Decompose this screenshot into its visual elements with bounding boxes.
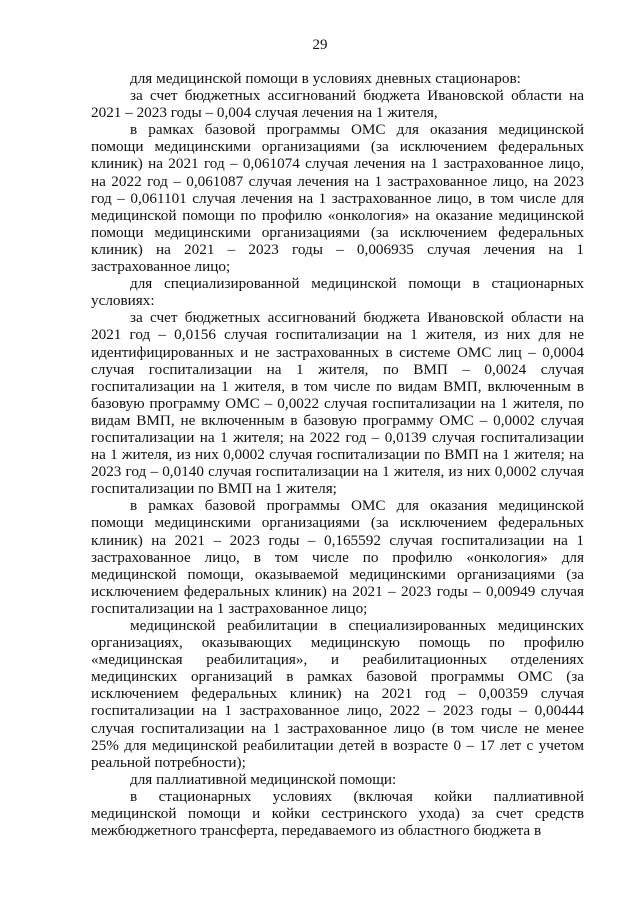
paragraph-day-hospital-regional-budget: за счет бюджетных ассигнований бюджета Ивановской области на 2021 – 2023 годы – 0,004 случая лечения на 1 жителя, xyxy=(91,87,584,122)
paragraph-specialized-care-heading: для специализированной медицинской помощи в стационарных условиях: xyxy=(91,275,584,310)
page-number: 29 xyxy=(312,37,328,53)
paragraph-palliative-care-heading: для паллиативной медицинской помощи: xyxy=(130,770,397,788)
document-body xyxy=(91,70,584,839)
paragraph-palliative-care-inpatient: в стационарных условиях (включая койки паллиативной медицинской помощи и койки сестринского ухода) за счет средств межбюджетного трансферта, передаваемого из областного бюджета в xyxy=(91,787,584,840)
paragraph-specialized-care-regional-budget: за счет бюджетных ассигнований бюджета Ивановской области на 2021 год – 0,0156 случая госпитализации на 1 жителя, из них для не идентифицированных и не застрахованных в системе ОМС лиц – 0,0004 случая госпитализации на 1 жителя, по ВМП – 0,0024 случая госпитализации на 1 жителя, в том числе по видам ВМП, включенным в базовую программу ОМС – 0,0022 случая госпитализации на 1 жителя, по видам ВМП, не включенным в базовую программу ОМС – 0,0002 случая госпитализации на 1 жителя; на 2022 год – 0,0139 случая госпитализации на 1 жителя, из них 0,0002 случая госпитализации по ВМП на 1 жителя; на 2023 год – 0,0140 случая госпитализации на 1 жителя, из них 0,0002 случая госпитализации по ВМП на 1 жителя; xyxy=(91,309,584,498)
paragraph-specialized-care-oms: в рамках базовой программы ОМС для оказания медицинской помощи медицинскими организациями (за исключением федеральных клиник) на 2021 – 2023 годы – 0,165592 случая госпитализации на 1 застрахованное лицо, в том числе по профилю «онкология» для медицинской помощи, оказываемой медицинскими организациями (за исключением федеральных клиник) на 2021 – 2023 годы – 0,00949 случая госпитализации на 1 застрахованное лицо; xyxy=(91,497,584,617)
paragraph-day-hospital-heading: для медицинской помощи в условиях дневных стационаров: xyxy=(130,70,521,87)
paragraph-day-hospital-oms: в рамках базовой программы ОМС для оказания медицинской помощи медицинскими организациями (за исключением федеральных клиник) на 2021 год – 0,061074 случая лечения на 1 застрахованное лицо, на 2022 год – 0,061087 случая лечения на 1 застрахованное лицо, на 2023 год – 0,061101 случая лечения на 1 застрахованное лицо, в том числе для медицинской помощи по профилю «онкология» на оказание медицинской помощи медицинскими организациями (за исключением федеральных клиник) на 2021 – 2023 годы – 0,006935 случая лечения на 1 застрахованное лицо; xyxy=(91,121,584,276)
paragraph-medical-rehabilitation: медицинской реабилитации в специализированных медицинских организациях, оказывающих медицинскую помощь по профилю «медицинская реабилитация», и реабилитационных отделениях медицинских организаций в рамках базовой программы ОМС (за исключением федеральных клиник) на 2021 год – 0,00359 случая госпитализации на 1 застрахованное лицо, 2022 – 2023 годы – 0,00444 случая госпитализации на 1 застрахованное лицо (в том числе не менее 25% для медицинской реабилитации детей в возрасте 0 – 17 лет с учетом реальной потребности); xyxy=(91,617,584,771)
